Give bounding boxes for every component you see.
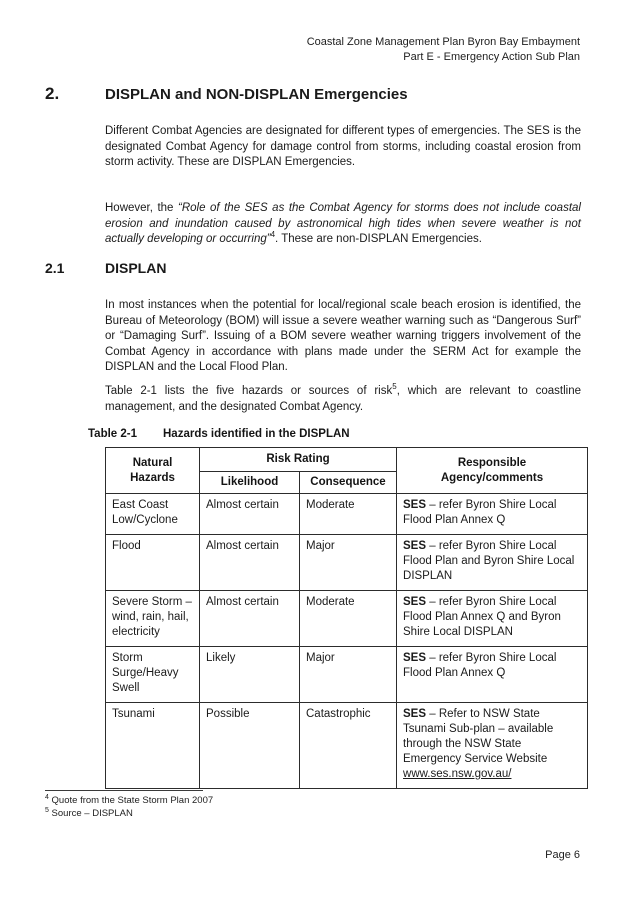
footnote-marker: 4 — [45, 793, 49, 801]
header-line-1: Coastal Zone Management Plan Byron Bay Embayment — [306, 36, 580, 48]
ses-label: SES — [403, 652, 427, 664]
section-number: 2.1 — [45, 260, 65, 276]
table-caption-title: Hazards identified in the DISPLAN — [163, 428, 350, 440]
table-row — [106, 647, 588, 703]
section-title: DISPLAN — [105, 260, 167, 276]
document-header — [307, 35, 580, 64]
hazard-cell: Tsunami — [106, 703, 200, 789]
likelihood-cell: Almost certain — [200, 591, 300, 647]
paragraph-1 — [105, 124, 581, 171]
agency-cell — [397, 647, 588, 703]
hazard-cell: Flood — [106, 535, 200, 591]
table-row — [106, 591, 588, 647]
hazard-cell: Storm Surge/Heavy Swell — [106, 647, 200, 703]
col-header-consequence: Consequence — [300, 472, 397, 494]
paragraph-text: However, the — [105, 202, 178, 214]
paragraph-text: . These are non-DISPLAN Emergencies. — [275, 233, 482, 246]
consequence-cell: Moderate — [300, 494, 397, 535]
likelihood-cell: Almost certain — [200, 535, 300, 591]
quoted-text: “Role of the SES as the Combat Agency for storms does not include coastal erosion and inundation caused by astronomical high tides when severe weather is not actually developing or occurring” — [105, 202, 581, 246]
consequence-cell: Major — [300, 647, 397, 703]
consequence-cell: Moderate — [300, 591, 397, 647]
table-caption-label: Table 2-1 — [88, 428, 137, 440]
section-number: 2. — [45, 84, 60, 103]
footnote-text: Source – DISPLAN — [51, 807, 133, 819]
agency-text: – refer Byron Shire Local Flood Plan Annex Q and Byron Shire Local DISPLAN — [403, 596, 561, 638]
paragraph-4 — [105, 384, 581, 415]
agency-text: – refer Byron Shire Local Flood Plan Annex Q — [403, 652, 557, 679]
table-row — [106, 494, 588, 535]
section-heading-2 — [45, 84, 408, 104]
ses-label: SES — [403, 499, 427, 511]
ses-label: SES — [403, 596, 427, 608]
paragraph-3 — [105, 298, 581, 376]
page-number: Page 6 — [545, 849, 580, 861]
footnote-ref-5: 5 — [392, 382, 397, 392]
header-text: Agency/comments — [440, 471, 544, 484]
paragraph-text: , which are relevant to coastline management, and the designated Combat Agency. — [105, 385, 581, 413]
table-caption — [88, 428, 350, 440]
agency-text: – refer Byron Shire Local Flood Plan Annex Q — [403, 499, 557, 526]
table-row — [106, 703, 588, 789]
likelihood-cell: Possible — [200, 703, 300, 789]
header-line-2: Part E - Emergency Action Sub Plan — [403, 50, 580, 63]
footnote-item — [45, 808, 213, 821]
paragraph-text: Different Combat Agencies are designated for different types of emergencies. The SES is the designated Combat Agency for damage control from storms, including coastal erosion from storm activity. These are DISPLAN Emergencies. — [105, 125, 581, 169]
footnote-item — [45, 795, 213, 808]
likelihood-cell: Likely — [200, 647, 300, 703]
agency-text: – refer Byron Shire Local Flood Plan and Byron Shire Local DISPLAN — [403, 540, 575, 582]
header-text: Responsible — [457, 456, 527, 469]
header-text: Natural — [132, 456, 173, 469]
hazards-table — [105, 447, 588, 789]
section-title: DISPLAN and NON-DISPLAN Emergencies — [105, 86, 408, 103]
col-header-responsible-agency — [397, 448, 588, 494]
footnote-marker: 5 — [45, 806, 49, 814]
website-link[interactable]: www.ses.nsw.gov.au/ — [403, 768, 512, 780]
footnote-separator — [45, 790, 203, 791]
paragraph-text: Table 2-1 lists the five hazards or sources of risk — [105, 385, 393, 397]
consequence-cell: Catastrophic — [300, 703, 397, 789]
table-row — [106, 535, 588, 591]
footnote-text: Quote from the State Storm Plan 2007 — [51, 795, 214, 806]
consequence-cell: Major — [300, 535, 397, 591]
paragraph-text: In most instances when the potential for local/regional scale beach erosion is identified, the Bureau of Meteorology (BOM) will issue a severe weather warning such as “Dangerous Surf” or “Damaging Surf”. Issuing of a BOM severe weather warning triggers involvement of the Combat Agency in accordance with plans made under the SERM Act for example the DISPLAN and the Local Flood Plan. — [105, 299, 581, 374]
hazard-cell: Severe Storm – wind, rain, hail, electricity — [106, 591, 200, 647]
agency-cell — [397, 591, 588, 647]
col-header-likelihood: Likelihood — [200, 472, 300, 494]
paragraph-2 — [105, 201, 581, 248]
agency-cell — [397, 703, 588, 789]
likelihood-cell: Almost certain — [200, 494, 300, 535]
header-text: Hazards — [130, 471, 175, 484]
agency-text: – Refer to NSW State Tsunami Sub-plan – available through the NSW State Emergency Service Website — [403, 708, 554, 765]
agency-cell — [397, 535, 588, 591]
section-heading-2-1 — [45, 260, 166, 276]
ses-label: SES — [403, 540, 427, 552]
col-header-natural-hazards — [106, 448, 200, 494]
agency-cell — [397, 494, 588, 535]
ses-label: SES — [403, 708, 427, 720]
footnotes — [45, 790, 213, 820]
hazard-cell: East Coast Low/Cyclone — [106, 494, 200, 535]
col-header-risk-rating: Risk Rating — [200, 448, 397, 472]
footnote-ref-4: 4 — [270, 230, 276, 240]
